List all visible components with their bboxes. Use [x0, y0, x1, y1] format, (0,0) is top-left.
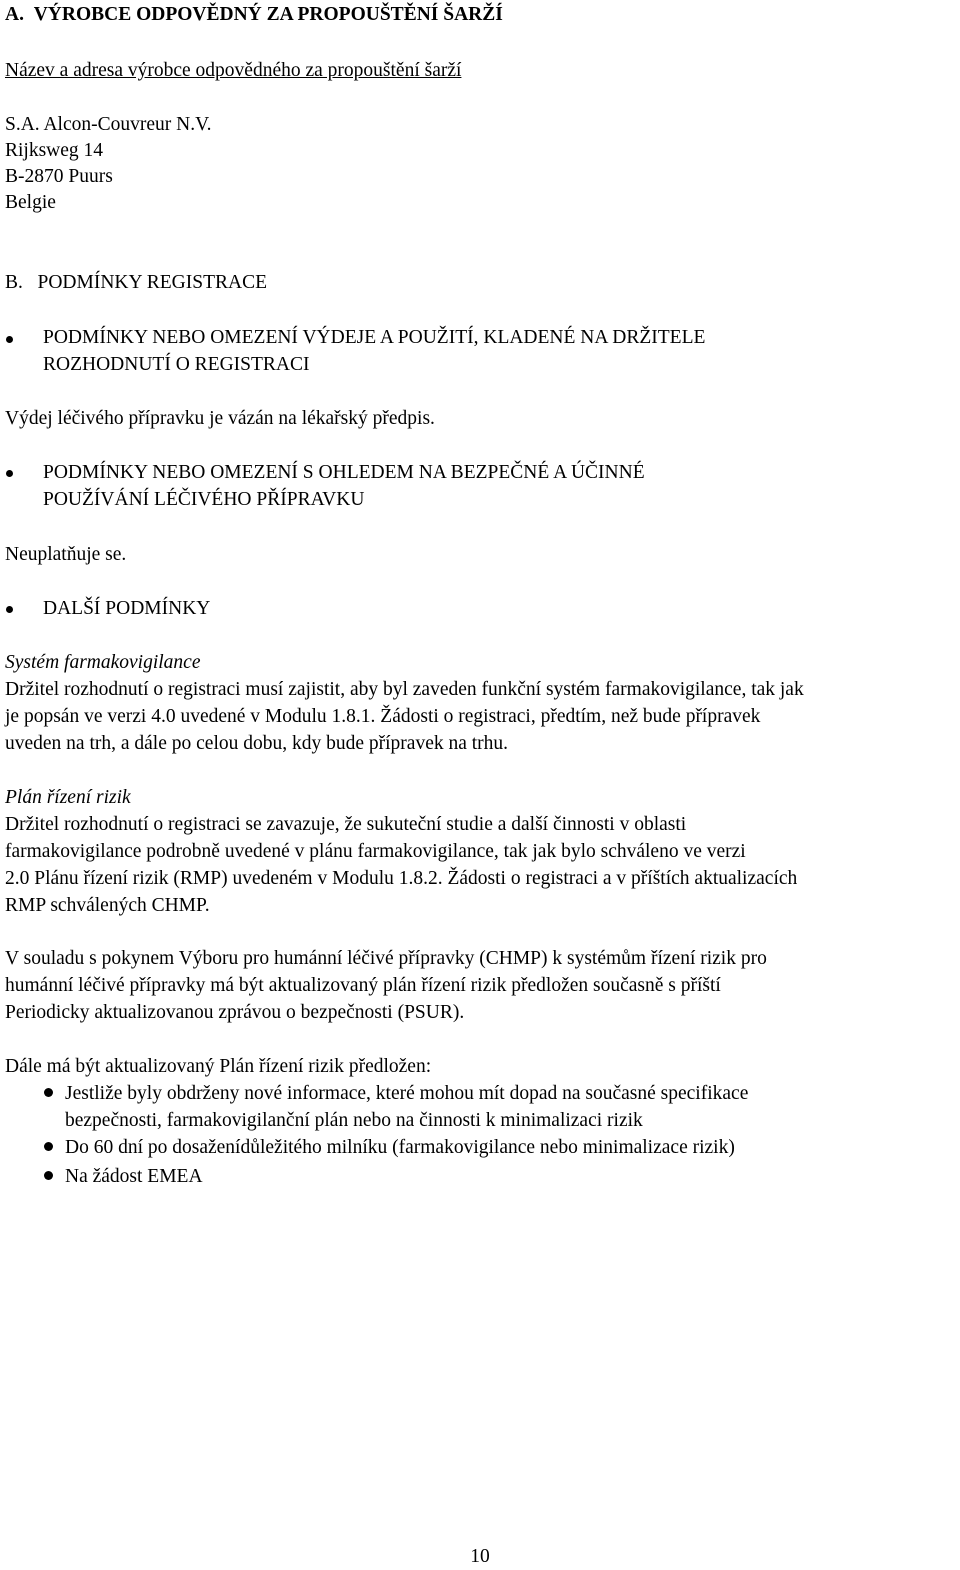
update-item-line: bezpečnosti, farmakovigilanční plán nebo na činnosti k minimalizaci rizik [65, 1110, 643, 1131]
risk-plan-line: RMP schválených CHMP. [5, 895, 210, 916]
section-b-heading: B. PODMÍNKY REGISTRACE [5, 272, 268, 293]
manufacturer-subheading: Název a adresa výrobce odpovědného za propouštění šarží [5, 60, 462, 81]
bullet1-heading-line: ROZHODNUTÍ O REGISTRACI [43, 354, 310, 375]
bullet2-text: Neuplatňuje se. [5, 544, 127, 565]
bullet-icon [6, 470, 13, 477]
risk-plan-line: farmakovigilance podrobně uvedené v plánu farmakovigilance, tak jak bylo schváleno ve verzi [5, 841, 746, 862]
update-intro: Dále má být aktualizovaný Plán řízení rizik předložen: [5, 1056, 432, 1077]
pharmacovigilance-line: je popsán ve verzi 4.0 uvedené v Modulu 1.8.1. Žádosti o registraci, předtím, než bude přípravek [5, 706, 761, 727]
update-item-line: Do 60 dní po dosaženídůležitého milníku (farmakovigilance nebo minimalizace rizik) [65, 1137, 735, 1158]
bullet1-heading-line: PODMÍNKY NEBO OMEZENÍ VÝDEJE A POUŽITÍ, KLADENÉ NA DRŽITELE [43, 327, 706, 348]
bullet-icon [6, 336, 13, 343]
pharmacovigilance-title: Systém farmakovigilance [5, 652, 201, 673]
address-line: Rijksweg 14 [5, 140, 104, 161]
risk-plan-title: Plán řízení rizik [5, 787, 131, 808]
bullet3-heading: DALŠÍ PODMÍNKY [43, 598, 211, 619]
chmp-line: humánní léčivé přípravky má být aktualizovaný plán řízení rizik předložen současně s příští [5, 975, 721, 996]
bullet-icon [44, 1088, 53, 1097]
risk-plan-line: 2.0 Plánu řízení rizik (RMP) uvedeném v Modulu 1.8.2. Žádosti o registraci a v příštích aktualizacích [5, 868, 798, 889]
page-number: 10 [470, 1546, 490, 1567]
pharmacovigilance-line: uveden na trh, a dále po celou dobu, kdy bude přípravek na trhu. [5, 733, 509, 754]
chmp-line: V souladu s pokynem Výboru pro humánní léčivé přípravky (CHMP) k systémům řízení rizik pro [5, 948, 767, 969]
bullet2-heading-line: PODMÍNKY NEBO OMEZENÍ S OHLEDEM NA BEZPEČNÉ A ÚČINNÉ [43, 462, 645, 483]
address-line: S.A. Alcon-Couvreur N.V. [5, 114, 212, 135]
chmp-line: Periodicky aktualizovanou zprávou o bezpečnosti (PSUR). [5, 1002, 465, 1023]
update-item-line: Na žádost EMEA [65, 1166, 203, 1187]
address-line: B-2870 Puurs [5, 166, 113, 187]
bullet-icon [44, 1142, 53, 1151]
bullet2-heading-line: POUŽÍVÁNÍ LÉČIVÉHO PŘÍPRAVKU [43, 489, 365, 510]
section-a-heading: A. VÝROBCE ODPOVĚDNÝ ZA PROPOUŠTĚNÍ ŠARŽÍ [5, 4, 503, 25]
bullet-icon [6, 606, 13, 613]
risk-plan-line: Držitel rozhodnutí o registraci se zavazuje, že sukuteční studie a další činnosti v oblasti [5, 814, 687, 835]
pharmacovigilance-line: Držitel rozhodnutí o registraci musí zajistit, aby byl zaveden funkční systém farmakovigilance, tak jak [5, 679, 804, 700]
address-line: Belgie [5, 192, 56, 213]
bullet1-text: Výdej léčivého přípravku je vázán na lékařský předpis. [5, 408, 435, 429]
update-item-line: Jestliže byly obdrženy nové informace, které mohou mít dopad na současné specifikace [65, 1083, 749, 1104]
bullet-icon [44, 1171, 53, 1180]
